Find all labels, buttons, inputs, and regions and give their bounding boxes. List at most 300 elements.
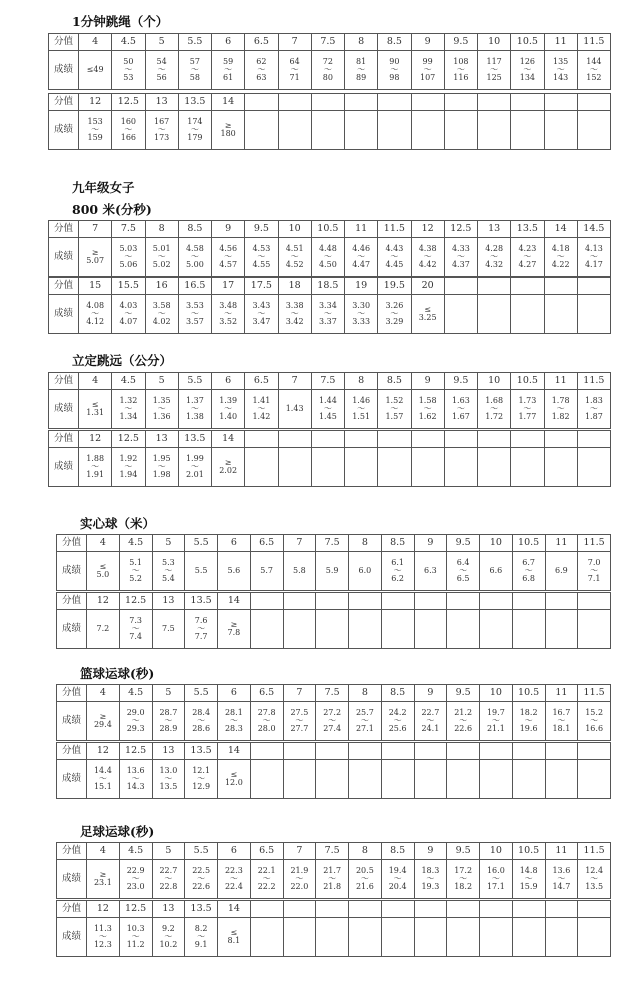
result-text: 3.33 <box>352 317 371 326</box>
score-cell: 13 <box>145 431 178 448</box>
result-cell <box>316 918 349 957</box>
result-text: 14.4 <box>93 766 112 775</box>
result-text: 10.2 <box>159 940 178 949</box>
score-cell <box>378 431 411 448</box>
score-cell: 11.5 <box>378 221 411 238</box>
score-cell: 6.5 <box>245 373 278 390</box>
result-cell <box>250 702 283 741</box>
result-cell <box>544 51 577 90</box>
result-text: 1.38 <box>185 412 204 421</box>
result-text: 20.4 <box>388 882 407 891</box>
result-text: ≤ <box>424 305 431 314</box>
score-cell: 13.5 <box>511 221 544 238</box>
result-text: ≥ <box>224 458 232 467</box>
result-text: 19.7 <box>486 708 505 717</box>
result-text: 13.6 <box>126 766 145 775</box>
result-text: ～ <box>556 65 565 74</box>
score-cell: 9.5 <box>444 34 477 51</box>
result-cell <box>411 448 444 487</box>
score-cell: 8.5 <box>378 373 411 390</box>
score-cell: 16.5 <box>178 278 211 295</box>
result-text: ～ <box>124 404 133 413</box>
result-text: 1.43 <box>285 404 304 413</box>
result-text: 22.8 <box>159 882 178 891</box>
result-text: ～ <box>328 874 337 883</box>
result-text: 166 <box>120 133 137 142</box>
score-row-label: 分值 <box>49 34 79 51</box>
result-cell <box>349 760 382 799</box>
score-cell: 9 <box>411 373 444 390</box>
score-cell: 11 <box>545 685 578 702</box>
result-text: 1.46 <box>352 396 371 405</box>
result-text: ≤49 <box>86 65 104 74</box>
result-text: 14.3 <box>126 782 145 791</box>
basketball-dribble-table <box>56 684 611 741</box>
result-text: 5.07 <box>86 256 105 265</box>
score-cell <box>414 901 447 918</box>
result-text: 1.36 <box>152 412 171 421</box>
result-text: 25.6 <box>388 724 407 733</box>
score-cell: 9 <box>414 843 447 860</box>
score-cell: 5.5 <box>178 373 211 390</box>
result-text: 16.6 <box>585 724 604 733</box>
result-text: 1.31 <box>86 408 105 417</box>
result-cell <box>478 238 511 277</box>
result-text: 19.3 <box>421 882 440 891</box>
result-text: 29.0 <box>126 708 145 717</box>
result-text: 1.73 <box>518 396 537 405</box>
result-cell <box>381 552 414 591</box>
score-cell: 14 <box>212 94 245 111</box>
result-row <box>57 610 611 649</box>
score-row <box>49 34 611 51</box>
score-cell: 8.5 <box>378 34 411 51</box>
result-cell <box>381 860 414 899</box>
result-text: 3.43 <box>252 301 271 310</box>
result-text: 7.1 <box>587 574 601 583</box>
result-text: 8.1 <box>227 936 241 945</box>
result-text: ≤ <box>230 928 238 937</box>
score-cell: 7 <box>283 685 316 702</box>
result-text: 4.02 <box>152 317 171 326</box>
result-text: ～ <box>164 716 173 725</box>
score-cell <box>444 94 477 111</box>
result-text: ～ <box>157 125 166 134</box>
result-text: ～ <box>124 65 133 74</box>
score-cell: 14 <box>218 593 251 610</box>
score-cell: 13 <box>145 94 178 111</box>
score-cell <box>381 901 414 918</box>
result-cell <box>112 238 145 277</box>
result-cell <box>316 610 349 649</box>
score-cell <box>578 593 611 610</box>
result-text: 3.47 <box>252 317 271 326</box>
result-text: 80 <box>322 73 333 82</box>
result-cell <box>178 51 211 90</box>
result-text: ～ <box>290 252 299 261</box>
result-row <box>57 702 611 741</box>
result-text: 15.2 <box>585 708 604 717</box>
score-cell: 11 <box>545 843 578 860</box>
result-text: 16.7 <box>552 708 571 717</box>
result-text: 18.1 <box>552 724 571 733</box>
score-cell: 7.5 <box>311 34 344 51</box>
result-cell <box>152 918 185 957</box>
score-cell: 12 <box>87 593 120 610</box>
score-cell <box>512 743 545 760</box>
result-text: 6.7 <box>522 558 535 567</box>
score-cell <box>311 431 344 448</box>
score-cell: 8.5 <box>381 535 414 552</box>
result-text: ～ <box>290 309 299 318</box>
result-text: ～ <box>197 716 206 725</box>
score-row <box>49 278 611 295</box>
result-cell <box>212 111 245 150</box>
result-text: 5.06 <box>119 260 138 269</box>
result-cell <box>378 51 411 90</box>
result-text: ～ <box>589 65 598 74</box>
score-cell <box>480 901 513 918</box>
result-text: ～ <box>393 716 402 725</box>
result-row <box>49 295 611 334</box>
score-row <box>57 593 611 610</box>
result-text: 13.5 <box>585 882 604 891</box>
score-cell: 4 <box>87 843 120 860</box>
result-cell <box>478 51 511 90</box>
result-cell <box>311 448 344 487</box>
score-cell: 9 <box>414 535 447 552</box>
result-text: ≥ <box>99 712 107 721</box>
result-text: 13.5 <box>159 782 178 791</box>
result-text: 4.37 <box>451 260 470 269</box>
score-cell: 6.5 <box>250 535 283 552</box>
result-text: 160 <box>120 117 137 126</box>
score-cell: 6 <box>212 373 245 390</box>
result-text: 4.42 <box>418 260 437 269</box>
result-text: ～ <box>157 252 166 261</box>
result-text: ～ <box>459 566 468 575</box>
score-row-label: 分值 <box>57 743 87 760</box>
result-text: 22.6 <box>454 724 473 733</box>
result-text: ～ <box>229 874 238 883</box>
result-text: 7.0 <box>587 558 601 567</box>
result-text: ～ <box>131 624 140 633</box>
result-text: ～ <box>491 874 500 883</box>
result-row-label: 成绩 <box>57 610 87 649</box>
result-text: 179 <box>187 133 203 142</box>
score-cell: 12 <box>411 221 444 238</box>
result-text: 22.2 <box>257 882 276 891</box>
result-text: 5.7 <box>260 566 273 575</box>
result-text: 22.3 <box>224 866 243 875</box>
result-text: ～ <box>590 874 599 883</box>
score-cell <box>577 94 610 111</box>
score-cell: 13.5 <box>178 431 211 448</box>
result-cell <box>311 51 344 90</box>
result-text: ～ <box>459 874 468 883</box>
result-text: 1.34 <box>119 412 138 421</box>
result-text: 1.94 <box>119 470 138 479</box>
score-cell: 9.5 <box>444 373 477 390</box>
result-text: 27.2 <box>323 708 342 717</box>
result-text: ～ <box>131 932 140 941</box>
result-text: ～ <box>589 252 598 261</box>
result-cell <box>245 295 278 334</box>
score-cell: 11 <box>545 535 578 552</box>
result-cell <box>511 390 544 429</box>
result-text: 6.3 <box>424 566 437 575</box>
result-text: 4.53 <box>252 244 271 253</box>
result-cell <box>444 390 477 429</box>
result-cell <box>316 760 349 799</box>
result-text: ～ <box>490 252 499 261</box>
result-cell <box>444 111 477 150</box>
result-cell <box>145 390 178 429</box>
result-text: ～ <box>557 874 566 883</box>
result-text: 3.42 <box>285 317 304 326</box>
result-text: 126 <box>519 57 536 66</box>
result-text: ～ <box>357 309 366 318</box>
result-cell <box>145 448 178 487</box>
score-cell: 10 <box>278 221 311 238</box>
result-cell <box>250 610 283 649</box>
result-text: ～ <box>357 65 366 74</box>
result-text: 4.51 <box>285 244 304 253</box>
result-cell <box>349 552 382 591</box>
result-cell <box>145 51 178 90</box>
score-cell <box>381 593 414 610</box>
score-cell: 10 <box>480 685 513 702</box>
score-cell: 7 <box>283 843 316 860</box>
result-text: 18.3 <box>421 866 440 875</box>
score-cell: 5.5 <box>185 685 218 702</box>
result-text: ～ <box>262 716 271 725</box>
result-text: ～ <box>390 309 399 318</box>
result-text: 27.8 <box>257 708 276 717</box>
result-text: 6.6 <box>489 566 503 575</box>
result-cell <box>511 448 544 487</box>
result-text: 5.5 <box>194 566 208 575</box>
result-cell <box>311 111 344 150</box>
score-cell <box>278 94 311 111</box>
result-text: 4.03 <box>119 301 138 310</box>
score-cell <box>577 278 610 295</box>
result-text: 6.1 <box>391 558 404 567</box>
result-cell <box>87 610 120 649</box>
result-cell <box>512 760 545 799</box>
result-cell <box>545 860 578 899</box>
result-cell <box>512 918 545 957</box>
result-text: ～ <box>290 65 299 74</box>
score-cell: 4 <box>87 535 120 552</box>
result-cell <box>245 390 278 429</box>
result-row-label: 成绩 <box>49 390 79 429</box>
score-cell: 12 <box>79 94 112 111</box>
result-cell <box>577 51 610 90</box>
score-cell: 7 <box>79 221 112 238</box>
score-cell: 10.5 <box>512 685 545 702</box>
result-text: ～ <box>131 774 140 783</box>
result-cell <box>478 448 511 487</box>
result-cell <box>411 238 444 277</box>
result-cell <box>578 610 611 649</box>
result-cell <box>185 760 218 799</box>
result-text: 1.40 <box>219 412 238 421</box>
result-text: 4.47 <box>352 260 371 269</box>
result-text: 24.2 <box>388 708 407 717</box>
result-cell <box>381 760 414 799</box>
result-cell <box>218 760 251 799</box>
result-cell <box>480 552 513 591</box>
result-text: 4.18 <box>551 244 570 253</box>
result-text: 1.35 <box>152 396 171 405</box>
result-cell <box>178 238 211 277</box>
run-800m-table <box>48 220 611 277</box>
score-cell: 11 <box>544 34 577 51</box>
score-cell: 12.5 <box>112 431 145 448</box>
result-text: ～ <box>197 774 206 783</box>
result-cell <box>544 238 577 277</box>
score-cell: 19 <box>345 278 378 295</box>
result-text: 4.22 <box>551 260 570 269</box>
score-cell: 7 <box>283 535 316 552</box>
result-text: 125 <box>486 73 502 82</box>
score-cell: 8 <box>349 535 382 552</box>
score-cell: 11 <box>345 221 378 238</box>
result-text: 6.9 <box>555 566 568 575</box>
result-text: ～ <box>262 874 271 883</box>
result-cell <box>478 111 511 150</box>
result-cell <box>119 702 152 741</box>
result-text: ～ <box>357 404 366 413</box>
result-text: 5.0 <box>96 570 110 579</box>
result-text: ～ <box>190 65 199 74</box>
score-cell: 20 <box>411 278 444 295</box>
result-text: 1.82 <box>551 412 570 421</box>
score-cell: 10.5 <box>512 843 545 860</box>
result-text: ～ <box>197 624 206 633</box>
result-cell <box>480 610 513 649</box>
result-cell <box>544 295 577 334</box>
score-cell <box>250 743 283 760</box>
score-cell: 13.5 <box>185 743 218 760</box>
score-cell <box>345 94 378 111</box>
score-cell: 14 <box>544 221 577 238</box>
result-text: 3.58 <box>152 301 171 310</box>
score-cell: 14 <box>218 901 251 918</box>
score-cell: 13 <box>152 743 185 760</box>
result-text: 19.6 <box>519 724 538 733</box>
result-cell <box>250 860 283 899</box>
result-cell <box>345 295 378 334</box>
result-text: 22.5 <box>192 866 211 875</box>
score-cell: 9.5 <box>447 535 480 552</box>
result-text: 71 <box>289 73 300 82</box>
result-text: ～ <box>323 65 332 74</box>
result-text: 1.41 <box>252 396 271 405</box>
result-cell <box>283 610 316 649</box>
result-text: 6.8 <box>522 574 535 583</box>
result-text: ～ <box>524 716 533 725</box>
result-text: 63 <box>256 73 267 82</box>
score-cell: 4.5 <box>119 535 152 552</box>
medicine-ball-table-2 <box>56 592 611 649</box>
result-row-label: 成绩 <box>49 111 79 150</box>
result-row <box>49 111 611 150</box>
result-text: ～ <box>124 252 133 261</box>
result-text: 7.2 <box>96 624 110 633</box>
score-cell <box>544 431 577 448</box>
score-cell: 12 <box>79 431 112 448</box>
score-cell: 5.5 <box>178 34 211 51</box>
result-cell <box>381 610 414 649</box>
result-text: ～ <box>590 716 599 725</box>
result-text: 1.87 <box>584 412 603 421</box>
score-cell <box>316 593 349 610</box>
score-cell: 9 <box>411 34 444 51</box>
section-title-long-jump: 立定跳远（公分） <box>72 353 173 368</box>
score-cell: 8.5 <box>381 843 414 860</box>
result-text: 58 <box>189 73 200 82</box>
score-cell: 16 <box>145 278 178 295</box>
result-cell <box>345 238 378 277</box>
score-cell: 18.5 <box>311 278 344 295</box>
result-row <box>57 552 611 591</box>
result-cell <box>511 238 544 277</box>
score-row-label: 分值 <box>49 373 79 390</box>
result-text: 25.7 <box>355 708 374 717</box>
result-row-label: 成绩 <box>49 238 79 277</box>
result-text: 3.53 <box>185 301 204 310</box>
result-cell <box>278 51 311 90</box>
result-cell <box>185 860 218 899</box>
result-text: ～ <box>490 404 499 413</box>
result-row-label: 成绩 <box>57 760 87 799</box>
result-text: 50 <box>123 57 134 66</box>
result-text: 134 <box>519 73 536 82</box>
result-cell <box>577 295 610 334</box>
result-text: 56 <box>156 73 167 82</box>
result-cell <box>316 702 349 741</box>
result-cell <box>218 860 251 899</box>
result-text: 153 <box>87 117 103 126</box>
result-cell <box>578 918 611 957</box>
result-text: 27.4 <box>323 724 342 733</box>
result-cell <box>512 610 545 649</box>
score-cell: 5.5 <box>185 535 218 552</box>
result-text: 11.2 <box>126 940 145 949</box>
result-cell <box>578 760 611 799</box>
result-cell <box>349 702 382 741</box>
result-cell <box>349 860 382 899</box>
result-text: 22.7 <box>421 708 440 717</box>
result-text: 5.2 <box>129 574 142 583</box>
result-cell <box>250 760 283 799</box>
score-row-label: 分值 <box>57 593 87 610</box>
score-row-label: 分值 <box>57 535 87 552</box>
result-cell <box>447 860 480 899</box>
result-text: 4.08 <box>86 301 105 310</box>
result-cell <box>545 702 578 741</box>
result-text: ～ <box>157 404 166 413</box>
result-cell <box>378 448 411 487</box>
result-cell <box>544 448 577 487</box>
result-text: ～ <box>157 65 166 74</box>
score-cell: 10 <box>480 535 513 552</box>
result-text: ～ <box>229 716 238 725</box>
result-cell <box>218 702 251 741</box>
score-cell <box>545 743 578 760</box>
